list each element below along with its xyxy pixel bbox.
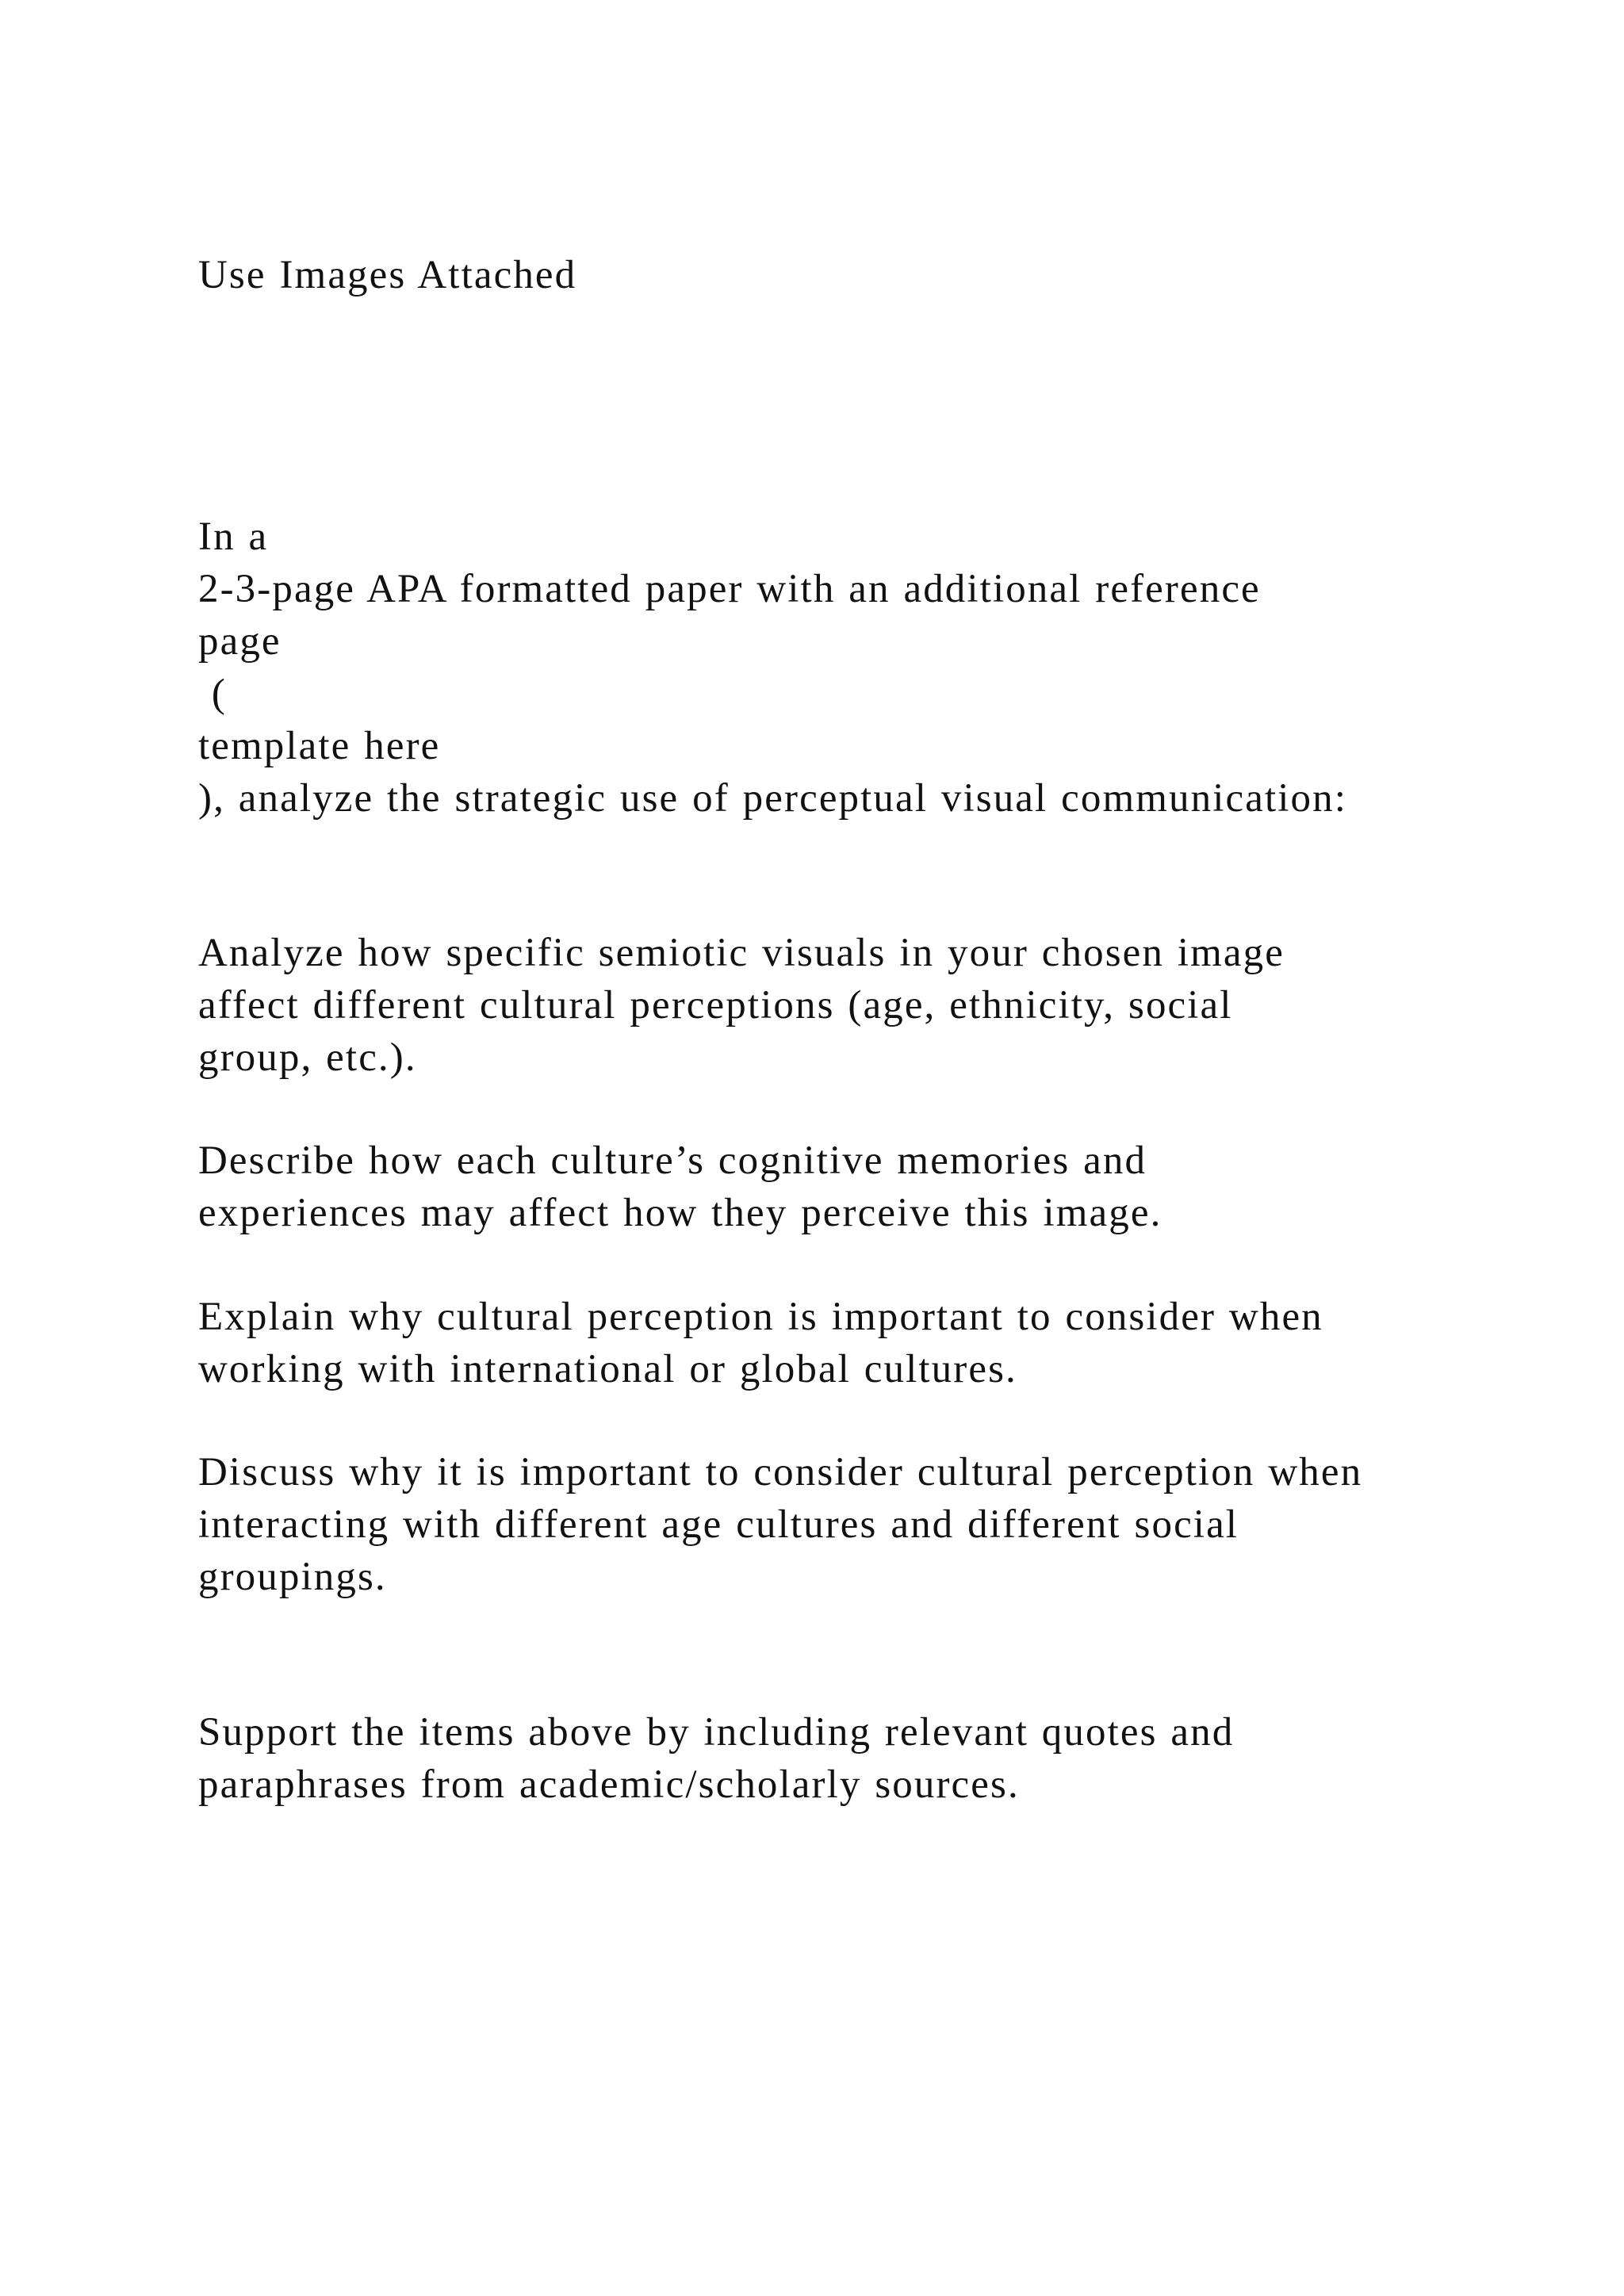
text-line: Explain why cultural perception is important to consider when [198, 1295, 1323, 1339]
text-line: paraphrases from academic/scholarly sources. [198, 1762, 1020, 1807]
text-line: interacting with different age cultures and different social [198, 1502, 1239, 1547]
text-line: Analyze how specific semiotic visuals in your chosen image [198, 931, 1285, 975]
heading-use-images-attached: Use Images Attached [198, 253, 577, 297]
text-line: Describe how each culture’s cognitive memories and [198, 1138, 1147, 1183]
text-line: Support the items above by including relevant quotes and [198, 1710, 1235, 1755]
text-line: In a [198, 515, 269, 559]
text-line: experiences may affect how they perceive this image. [198, 1191, 1162, 1235]
text-line: working with international or global cultures. [198, 1347, 1017, 1391]
text-line: affect different cultural perceptions (age, ethnicity, social [198, 983, 1233, 1027]
text-line: group, etc.). [198, 1035, 417, 1080]
text-line: 2-3-page APA formatted paper with an additional reference [198, 567, 1261, 611]
text-line: Discuss why it is important to consider cultural perception when [198, 1450, 1363, 1494]
text-line: groupings. [198, 1555, 387, 1599]
template-link-text: template here [198, 724, 441, 768]
text-line: ( [198, 672, 227, 716]
text-line: ), analyze the strategic use of perceptual visual communication: [198, 776, 1347, 821]
text-line: page [198, 619, 282, 664]
